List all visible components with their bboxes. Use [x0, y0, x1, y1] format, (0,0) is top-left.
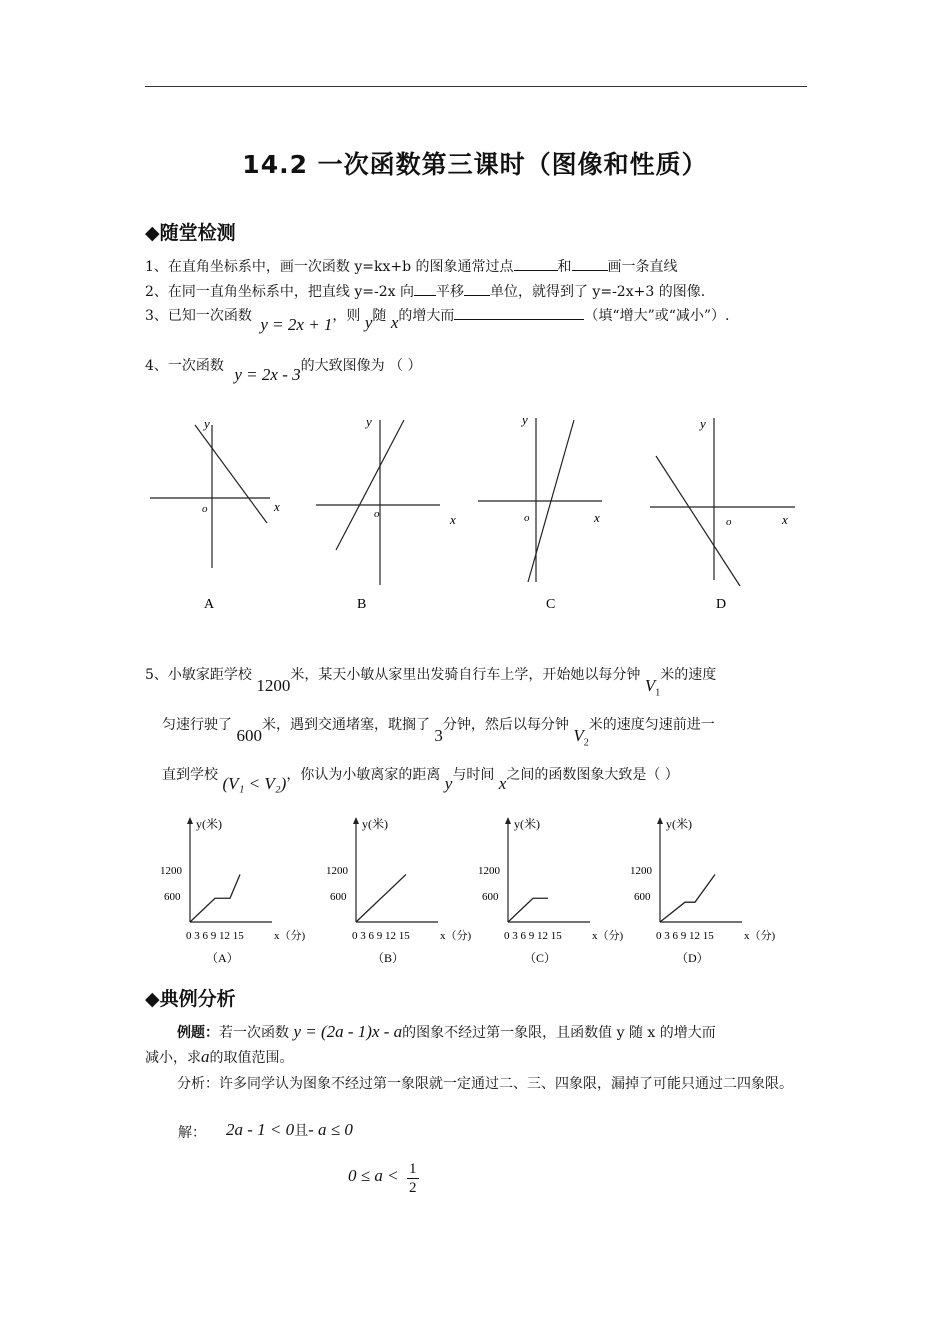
example-formula: y = (2a - 1)x - a — [293, 1022, 403, 1041]
q5-y-arrow — [505, 817, 511, 824]
q4-graph-d[interactable] — [650, 416, 795, 612]
solution-and: 且 — [294, 1123, 309, 1139]
q5-tick-1200: 1200 — [478, 865, 500, 877]
q5-x-ticks: 0 3 6 9 12 15 — [656, 930, 714, 942]
q5-x-ticks: 0 3 6 9 12 15 — [186, 930, 244, 942]
q5-text-d: 匀速行驶了 — [162, 717, 232, 733]
solution-line-1 — [226, 1120, 353, 1140]
q5-graph-line — [356, 874, 406, 922]
graph-label-d: D — [716, 597, 727, 612]
graph-label-a: A — [204, 597, 215, 612]
origin-label: o — [726, 516, 732, 528]
q4-text: 4、一次函数 — [145, 358, 224, 374]
q3-with: 随 — [372, 308, 387, 324]
q5-var-x: x — [498, 774, 507, 793]
x-axis-label: x — [274, 499, 280, 514]
v1-letter: V — [644, 676, 656, 695]
y-axis-label: y — [204, 416, 210, 431]
question-4 — [145, 355, 422, 384]
solution-ineq-2: - a ≤ 0 — [308, 1120, 353, 1139]
v2-letter: V — [573, 726, 584, 745]
q5-text: 5、小敏家距学校 — [145, 667, 252, 683]
q5-text-f: 分钟，然后以每分钟 — [442, 717, 569, 733]
q5-graph-line — [508, 898, 548, 922]
q3-increase: 的增大而 — [398, 308, 455, 324]
example-var-a: a — [201, 1047, 210, 1066]
q5-y-label: y(米) — [514, 817, 540, 831]
q5-tick-600: 600 — [482, 891, 499, 903]
question-5-line-1 — [145, 664, 717, 699]
q5-y-label: y(米) — [196, 817, 222, 831]
q4-graph-b[interactable] — [316, 414, 456, 612]
q5-x-label: x（分) — [274, 930, 306, 942]
q4-text-end: 的大致图像为 （ ） — [300, 358, 422, 374]
y-axis-label: y — [700, 416, 706, 431]
question-2 — [145, 281, 705, 301]
q2-text-mid: 平移 — [435, 284, 464, 300]
q5-y-arrow — [187, 817, 193, 824]
v1-sub: 1 — [655, 687, 661, 699]
q3-formula: y = 2x + 1 — [260, 315, 333, 334]
q5-text-e: 米，遇到交通堵塞，耽搁了 — [261, 717, 430, 733]
graph-line — [336, 420, 404, 550]
x-axis-label: x — [450, 512, 456, 527]
q2-text: 2、在同一直角坐标系中，把直线 y=-2x 向 — [145, 284, 414, 300]
top-rule — [145, 86, 807, 87]
q5-x-label: x（分) — [440, 930, 472, 942]
example-text-b: 的图象不经过第一象限，且函数值 y 随 x 的增大而 — [402, 1025, 716, 1041]
q5-text-h: 直到学校 — [162, 767, 218, 783]
q5-tick-1200: 1200 — [326, 865, 348, 877]
q2-text-end: 单位，就得到了 y=-2x+3 的图像. — [489, 284, 706, 300]
q5-var-y: y — [444, 774, 453, 793]
solution-label: 解： — [178, 1125, 206, 1141]
q5-y-label: y(米) — [666, 817, 692, 831]
question-1 — [145, 256, 678, 276]
q1-blank-2[interactable] — [572, 256, 608, 271]
q3-hint: （填“增大”或“减小”）. — [584, 308, 730, 324]
q5-text-c: 米的速度 — [660, 667, 717, 683]
example-label: 例题： — [177, 1025, 219, 1041]
example-text-c: 减小，求 — [145, 1050, 201, 1066]
q4-formula: y = 2x - 3 — [234, 365, 301, 384]
q1-text-end: 画一条直线 — [607, 259, 678, 275]
q2-blank-2[interactable] — [464, 281, 490, 296]
q5-v1 — [644, 676, 661, 699]
solution-result — [348, 1160, 419, 1197]
q5-graph-line — [660, 874, 715, 922]
q5-num-3: 3 — [434, 726, 443, 745]
q5-graphs — [150, 808, 810, 976]
v2-sub: 2 — [583, 737, 589, 749]
q3-blank[interactable] — [454, 305, 584, 320]
q5-text-i: ，你认为小敏离家的距离 — [286, 767, 441, 783]
x-axis-label: x — [594, 510, 600, 525]
q5-condition: (V₁ < V₂) — [222, 774, 287, 793]
q5-graph-label: （D） — [676, 951, 709, 965]
q5-y-arrow — [657, 817, 663, 824]
q3-var-y: y — [364, 313, 373, 332]
section-heading-examples: ◆典例分析 — [145, 988, 236, 1010]
q5-tick-1200: 1200 — [630, 865, 652, 877]
q4-graph-a[interactable] — [150, 416, 280, 612]
solution-result-ineq: 0 ≤ a < — [348, 1165, 399, 1185]
q5-text-k: 之间的函数图象大致是（ ） — [506, 767, 679, 783]
fraction-one-half — [407, 1160, 419, 1197]
section-heading-quiz: ◆随堂检测 — [145, 222, 236, 244]
page-title: 14.2 一次函数第三课时（图像和性质） — [242, 150, 708, 179]
q5-y-arrow — [353, 817, 359, 824]
q5-v2 — [573, 726, 589, 749]
y-axis-label: y — [366, 414, 372, 429]
frac-numerator: 1 — [409, 1161, 417, 1177]
q5-num-1200: 1200 — [256, 676, 291, 695]
q5-x-ticks: 0 3 6 9 12 15 — [352, 930, 410, 942]
question-3 — [145, 305, 730, 334]
y-axis-label: y — [522, 412, 528, 427]
origin-label: o — [202, 503, 208, 515]
q5-x-label: x（分) — [592, 930, 624, 942]
x-axis-label: x — [782, 512, 788, 527]
q5-y-label: y(米) — [362, 817, 388, 831]
q5-graph-label: （B） — [372, 951, 405, 965]
q5-graph-line — [190, 874, 240, 922]
example-text-d: 的取值范围。 — [209, 1050, 294, 1066]
q5-text-b: 米，某天小敏从家里出发骑自行车上学，开始她以每分钟 — [290, 667, 641, 683]
q5-tick-600: 600 — [634, 891, 651, 903]
example-text-a: 若一次函数 — [219, 1025, 289, 1041]
q5-text-g: 米的速度匀速前进一 — [588, 717, 715, 733]
q5-text-j: 与时间 — [452, 767, 495, 783]
q3-var-x: x — [390, 313, 399, 332]
origin-label: o — [374, 508, 380, 520]
q5-tick-1200: 1200 — [160, 865, 182, 877]
q5-x-ticks: 0 3 6 9 12 15 — [504, 930, 562, 942]
graph-label-c: C — [546, 597, 556, 612]
q5-tick-600: 600 — [164, 891, 181, 903]
graph-label-b: B — [357, 597, 367, 612]
analysis-text: 分析：许多同学认为图象不经过第一象限就一定通过二、三、四象限，漏掉了可能只通过二四象限。 — [177, 1076, 793, 1092]
q5-tick-600: 600 — [330, 891, 347, 903]
question-5-line-3 — [162, 764, 679, 793]
q4-graphs — [140, 400, 810, 630]
q5-graph-label: （A） — [206, 951, 239, 965]
question-5-line-2 — [162, 714, 715, 749]
q2-blank-1[interactable] — [414, 281, 436, 296]
q3-text: 3、已知一次函数 — [145, 308, 252, 324]
q5-x-label: x（分) — [744, 930, 776, 942]
solution-ineq-1: 2a - 1 < 0 — [226, 1120, 295, 1139]
frac-denominator: 2 — [409, 1180, 417, 1196]
q5-num-600: 600 — [236, 726, 262, 745]
origin-label: o — [524, 512, 530, 524]
q1-blank-1[interactable] — [514, 256, 558, 271]
q1-and: 和 — [557, 259, 572, 275]
example-text — [145, 1020, 807, 1070]
q3-then: ，则 — [332, 308, 361, 324]
q5-graph-label: （C） — [524, 951, 557, 965]
q4-graph-c[interactable] — [478, 412, 602, 612]
q1-text: 1、在直角坐标系中，画一次函数 y=kx+b 的图象通常过点 — [145, 259, 514, 275]
